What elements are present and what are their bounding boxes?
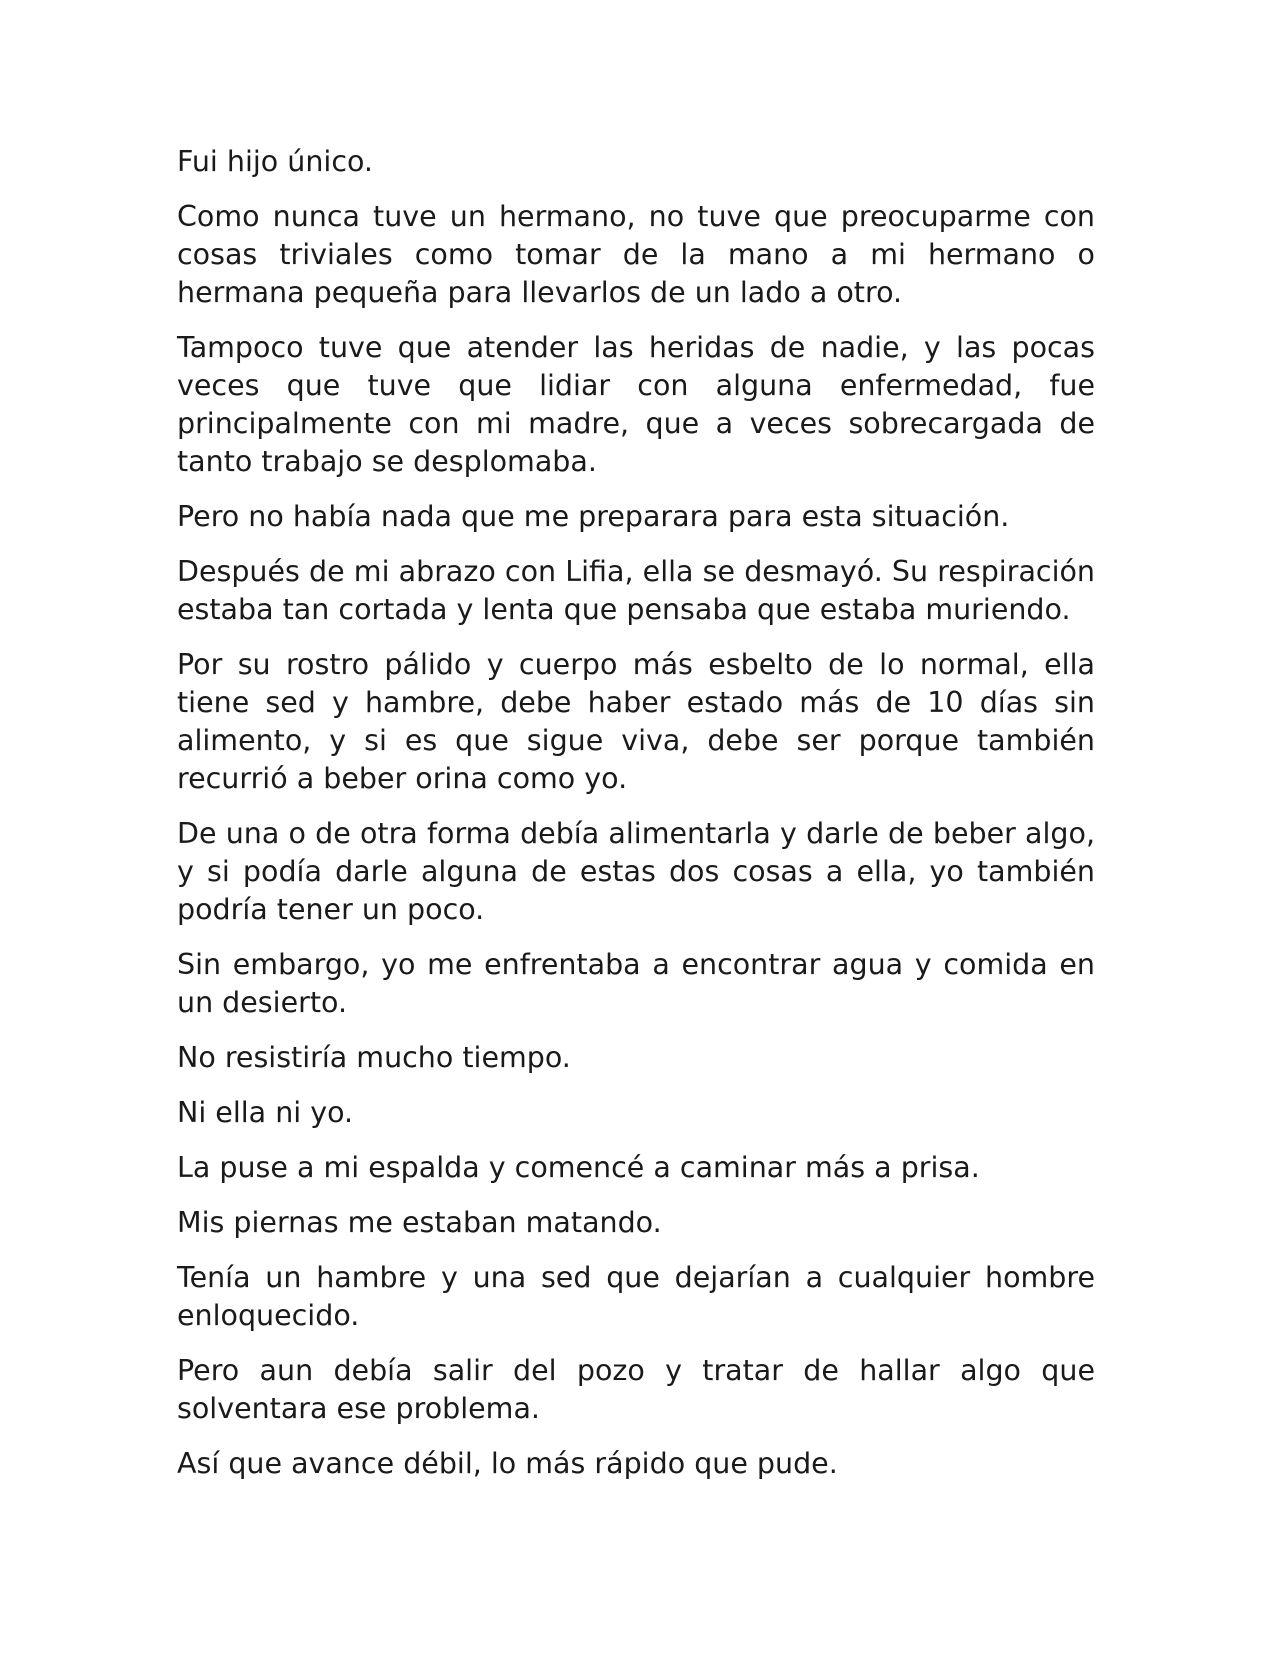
paragraph: No resistiría mucho tiempo. — [177, 1041, 571, 1074]
paragraph: Ni ella ni yo. — [177, 1096, 354, 1129]
paragraph: Tenía un hambre y una sed que dejarían a cualquier hombre enloquecido. — [177, 1261, 1095, 1332]
paragraph: Sin embargo, yo me enfrentaba a encontrar agua y comida en un desierto. — [177, 948, 1095, 1019]
paragraph: La puse a mi espalda y comencé a caminar más a prisa. — [177, 1151, 980, 1184]
paragraph: Después de mi abrazo con Lifia, ella se desmayó. Su respiración estaba tan cortada y lenta que pensaba que estaba muriendo. — [177, 555, 1095, 626]
document-body — [177, 143, 1095, 1500]
paragraph: Por su rostro pálido y cuerpo más esbelto de lo normal, ella tiene sed y hambre, debe haber estado más de 10 días sin alimento, y si es que sigue viva, debe ser porque también recurrió a beber orina como yo. — [177, 648, 1095, 795]
paragraph: Mis piernas me estaban matando. — [177, 1206, 662, 1239]
paragraph: De una o de otra forma debía alimentarla y darle de beber algo, y si podía darle alguna de estas dos cosas a ella, yo también podría tener un poco. — [177, 817, 1095, 926]
paragraph: Pero aun debía salir del pozo y tratar de hallar algo que solventara ese problema. — [177, 1354, 1095, 1425]
paragraph: Pero no había nada que me preparara para esta situación. — [177, 500, 1010, 533]
paragraph: Como nunca tuve un hermano, no tuve que preocuparme con cosas triviales como tomar de la mano a mi hermano o hermana pequeña para llevarlos de un lado a otro. — [177, 200, 1095, 309]
paragraph: Tampoco tuve que atender las heridas de nadie, y las pocas veces que tuve que lidiar con alguna enfermedad, fue principalmente con mi madre, que a veces sobrecargada de tanto trabajo se desplomaba. — [177, 331, 1095, 478]
paragraph: Fui hijo único. — [177, 145, 373, 178]
paragraph: Así que avance débil, lo más rápido que pude. — [177, 1447, 838, 1480]
